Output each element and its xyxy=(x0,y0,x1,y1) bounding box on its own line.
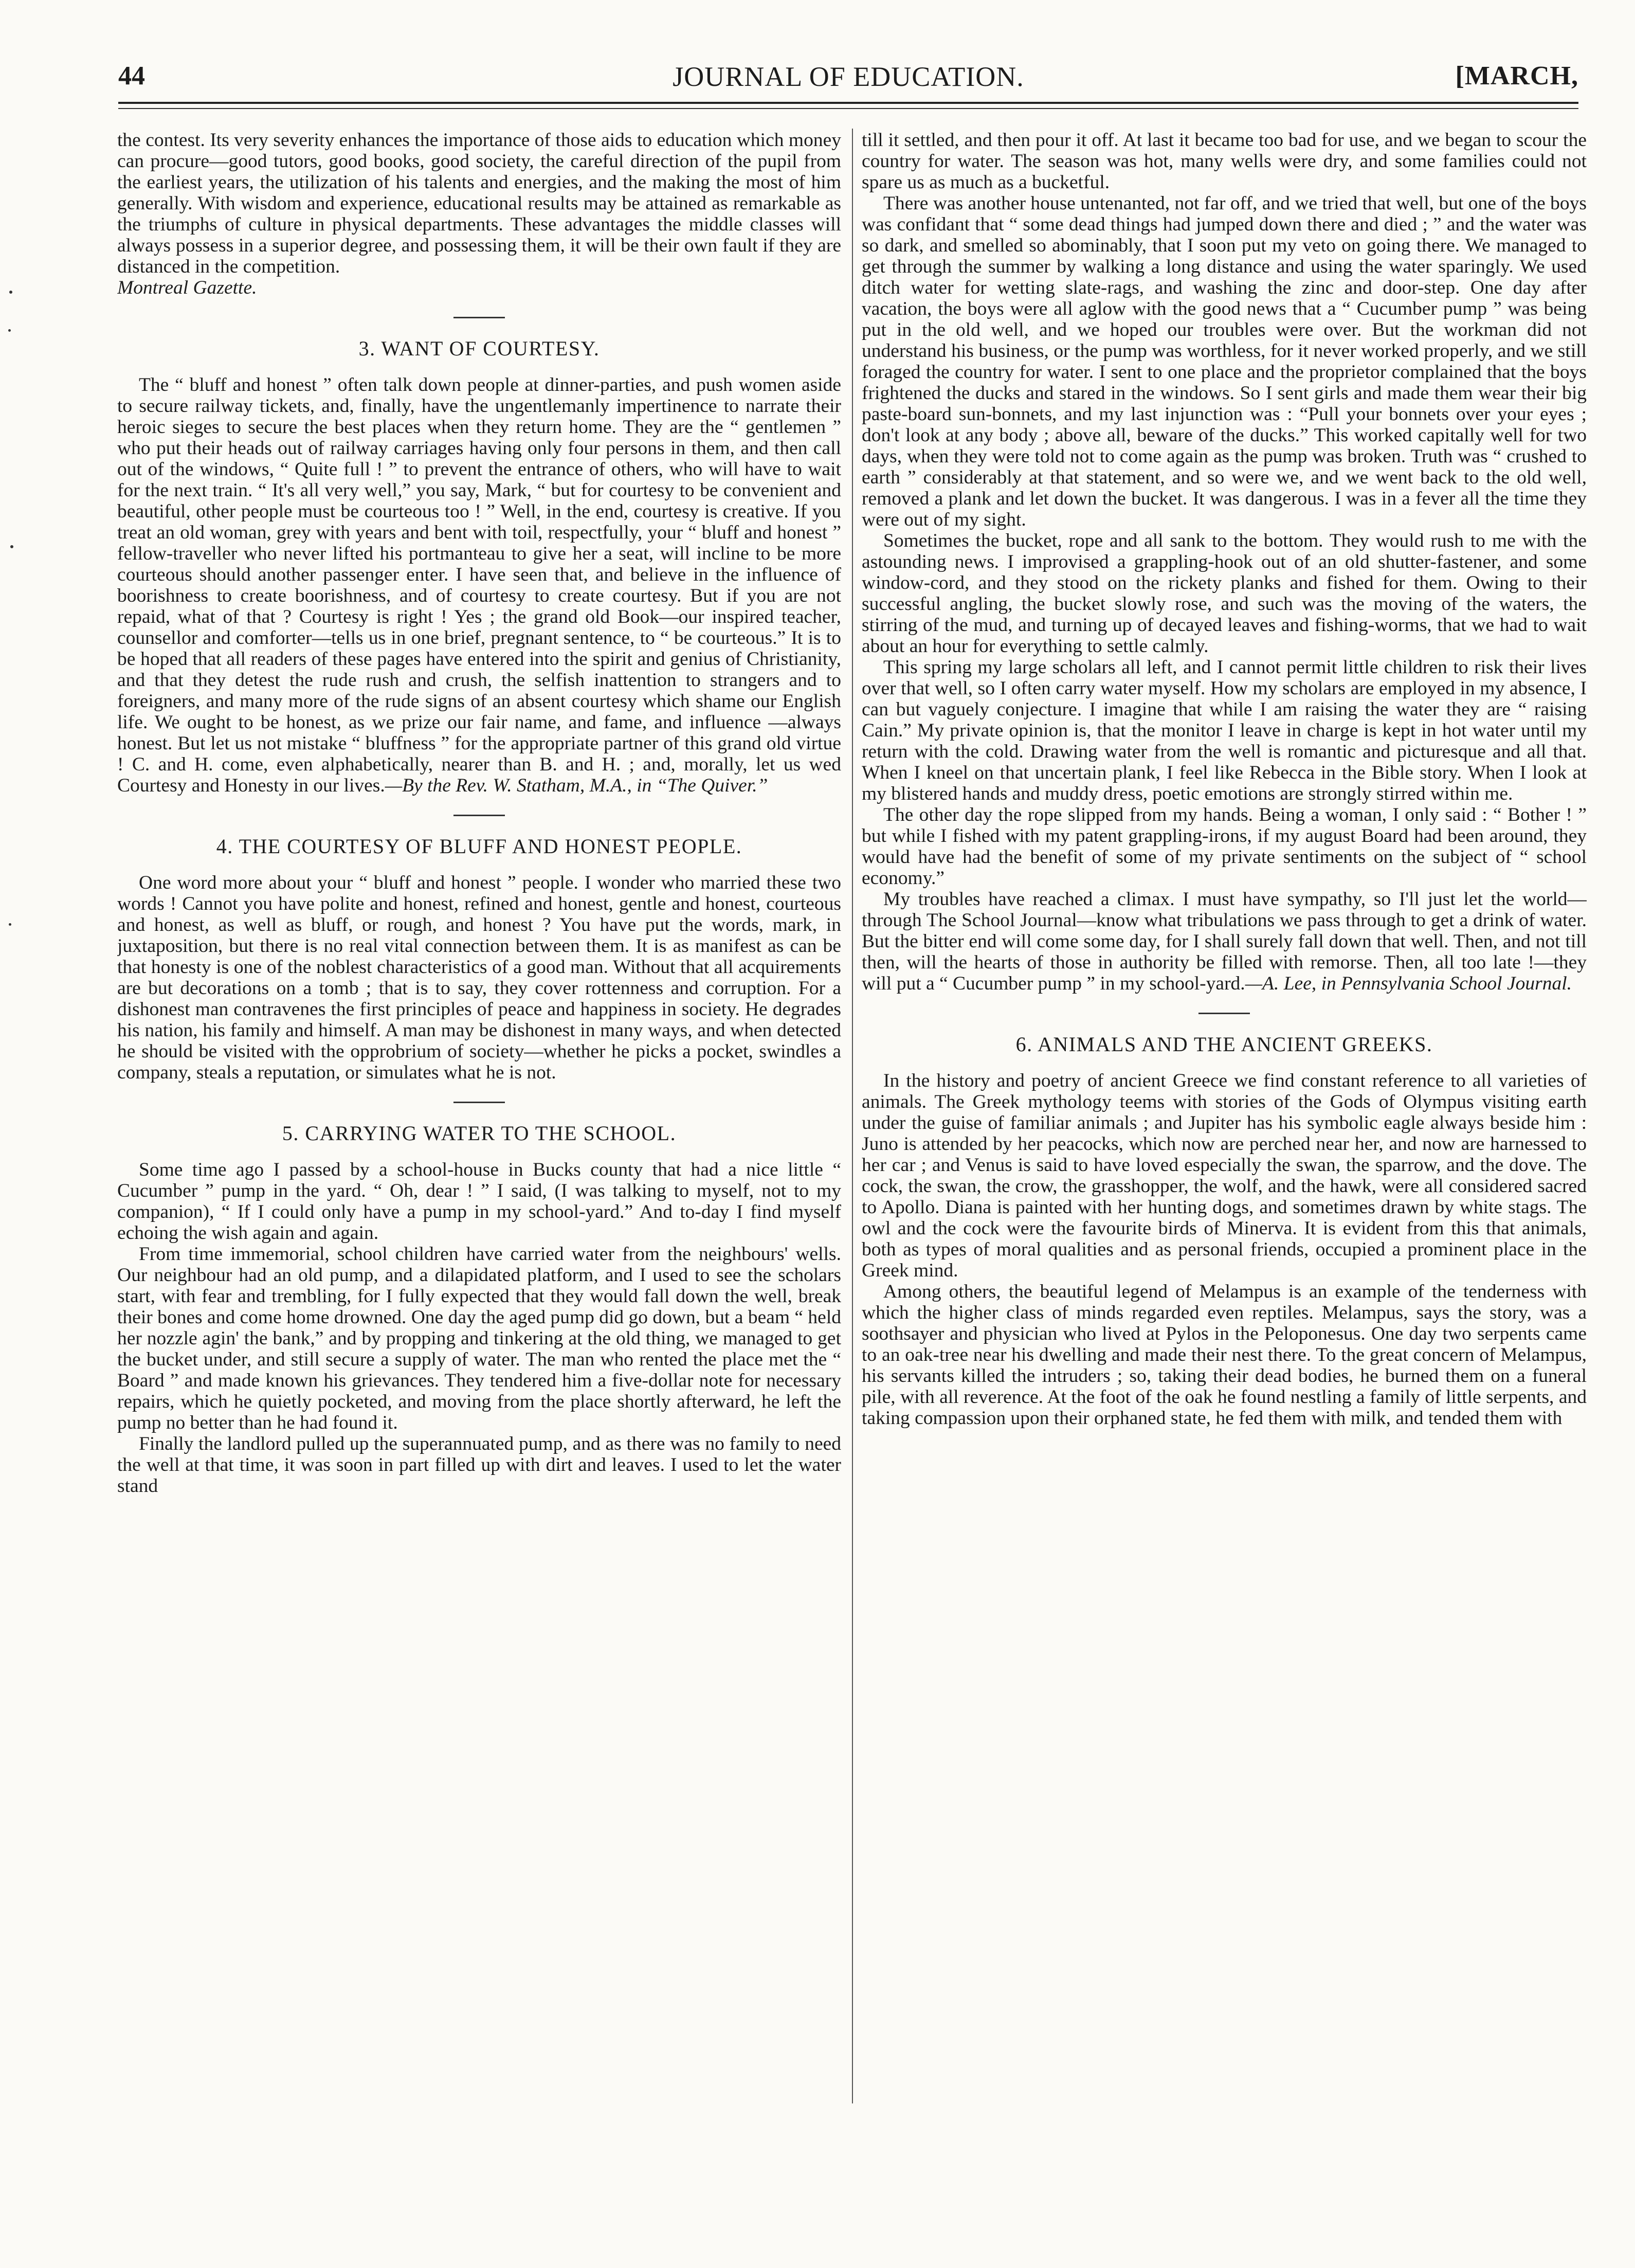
section-3-paragraph xyxy=(117,374,841,796)
header-rule-thick xyxy=(118,102,1578,104)
section-3-title: 3. WANT OF COURTESY. xyxy=(358,337,600,360)
header-rule-thin xyxy=(118,108,1578,109)
left-column xyxy=(117,130,841,2110)
climax-text: My troubles have reached a climax. I must have sympathy, so I'll just let the world—through The School Journal—know what tribulations we pass through to get a drink of water. But the bitter end will come some day, for I shall surely fall down that well. Then, and not till then, will the hearts of those in authority be filled with remorse. Then, all too late !—they will put a “ Cucumber pump ” in my school-yard. xyxy=(862,889,1587,994)
section-5-paragraph-2: From time immemorial, school children have carried water from the neighbours' wells. Our neighbour had an old pump, and a dilapidated platform, and I used to see the scholars start, with fear and trembling, for I fully expected that they would fall down the well, break their bones and come home drowned. One day the aged pump did go down, but a beam “ held her nozzle agin' the bank,” and by propping and tinkering at the old thing, we managed to get the bucket under, and still secure a supply of water. The man who rented the place met the “ Board ” and made known his grievances. They tendered him a five-dollar note for necessary repairs, which he quietly pocketed, and moving from the place shortly afterward, he left the pump no better than he had found it. xyxy=(117,1244,841,1433)
margin-speck xyxy=(9,291,12,294)
margin-speck xyxy=(8,329,11,332)
section-3-source: —By the Rev. W. Statham, M.A., in “The Quiver.” xyxy=(385,775,768,796)
section-6-paragraph-2: Among others, the beautiful legend of Melampus is an example of the tenderness with which the higher class of minds regarded even reptiles. Melampus, says the story, was a soothsayer and physician who lived at Pylos in the Peloponesus. One day two serpents came to an oak-tree near his dwelling and made their nest there. To the great concern of Melampus, his servants killed the intruders ; so, taking their dead bodies, he burned them on a funeral pile, with all reverence. At the foot of the oak he found nestling a family of little serpents, and taking compassion upon their orphaned state, he fed them with milk, and tended them with xyxy=(862,1281,1587,1429)
rope-paragraph: The other day the rope slipped from my hands. Being a woman, I only said : “ Bother ! ” but while I fished with my patent grappling-irons, if my august Board had been around, they would have had the benefit of some of my private sentiments on the subject of “ school economy.” xyxy=(862,804,1587,889)
section-rule xyxy=(453,815,505,816)
continued-paragraph: till it settled, and then pour it off. At last it became too bad for use, and we began to scour the country for water. The season was hot, many wells were dry, and some families could not spare us as much as a bucketful. xyxy=(862,130,1587,193)
intro-paragraph: the contest. Its very severity enhances the importance of those aids to education which money can procure—good tutors, good books, good society, the careful direction of the pupil from the earliest years, the utilization of his talents and energies, and the making the most of him generally. With wisdom and experience, educational results may be attained as remarkable as the triumphs of culture in physical departments. These advantages the middle classes will always possess in a superior degree, and possessing them, it will be their own fault if they are distanced in the competition. xyxy=(117,130,841,277)
column-divider xyxy=(852,129,853,2103)
section-rule xyxy=(453,317,505,318)
right-column xyxy=(862,130,1587,2110)
section-rule xyxy=(1198,1013,1250,1014)
intro-source: Montreal Gazette. xyxy=(117,277,257,298)
section-4-title: 4. THE COURTESY OF BLUFF AND HONEST PEOPLE. xyxy=(216,835,742,858)
running-month: [MARCH, xyxy=(1455,61,1578,91)
section-rule xyxy=(453,1102,505,1103)
section-6-title: 6. ANIMALS AND THE ANCIENT GREEKS. xyxy=(1015,1033,1433,1056)
section-5-paragraph-1: Some time ago I passed by a school-house in Bucks county that had a nice little “ Cucumber ” pump in the yard. “ Oh, dear ! ” I said, (I was talking to myself, not to my companion), “ If I could only have a pump in my school-yard.” And to-day I find myself echoing the wish again and again. xyxy=(117,1159,841,1244)
margin-speck xyxy=(10,545,13,548)
margin-speck xyxy=(9,923,11,926)
section-6-paragraph-1: In the history and poetry of ancient Greece we find constant reference to all varieties of animals. The Greek mythology teems with stories of the Gods of Olympus visiting earth under the guise of familiar animals ; and Jupiter has his symbolic eagle always beside him : Juno is attended by her peacocks, which now are perched near her, and now are harnessed to her car ; and Venus is said to have loved especially the swan, the sparrow, and the dove. The cock, the swan, the crow, the grasshopper, the wolf, and the hawk, were all considered sacred to Apollo. Diana is painted with her hunting dogs, and sometimes drawn by white stags. The owl and the cock were the favourite birds of Minerva. It is evident from this that animals, both as types of moral qualities and as personal friends, occupied a prominent place in the Greek mind. xyxy=(862,1070,1587,1281)
spring-paragraph: This spring my large scholars all left, and I cannot permit little children to risk their lives over that well, so I often carry water myself. How my scholars are employed in my absence, I can but vaguely conjecture. I imagine that while I am raising the water they are “ raising Cain.” My private opinion is, that the monitor I leave in charge is kept in hot water until my return with the cold. Drawing water from the well is romantic and picturesque and all that. When I kneel on that uncertain plank, I feel like Rebecca in the Bible story. When I look at my blistered hands and muddy dress, poetic emotions are strongly stirred within me. xyxy=(862,657,1587,804)
climax-source: —A. Lee, in Pennsylvania School Journal. xyxy=(1245,973,1572,994)
section-5-title: 5. CARRYING WATER TO THE SCHOOL. xyxy=(282,1122,677,1145)
journal-title: JOURNAL OF EDUCATION. xyxy=(673,61,1024,92)
page-number: 44 xyxy=(118,61,145,91)
wells-paragraph: There was another house untenanted, not far off, and we tried that well, but one of the boys was confidant that “ some dead things had jumped down there and died ; ” and the water was so dark, and smelled so abominably, that I soon put my veto on going there. We managed to get through the summer by walking a long distance and using the water sparingly. We used ditch water for wetting slate-rags, and washing the zinc and door-step. One day after vacation, the boys were all aglow with the good news that a “ Cucumber pump ” was being put in the old well, and we hoped our troubles were over. But the workman did not understand his business, or the pump was worthless, for it never worked properly, and we still foraged the country for water. I sent to one place and the proprietor complained that the boys frightened the ducks and stared in the windows. So I sent girls and made them wear their big paste-board sun-bonnets, and my last injunction was : “Pull your bonnets over your eyes ; don't look at any body ; above all, beware of the ducks.” This worked capitally well for two days, when they were told not to come again as the pump was broken. Truth was “ crushed to earth ” considerably at that statement, and so were we, and we went back to the old well, removed a plank and let down the bucket. It was dangerous. I was in a fever all the time they were out of my sight. xyxy=(862,193,1587,530)
climax-paragraph xyxy=(862,889,1587,994)
bucket-paragraph: Sometimes the bucket, rope and all sank to the bottom. They would rush to me with the astounding news. I improvised a grappling-hook out of an old shutter-fastener, and some window-cord, and they stood on the rickety planks and fished for them. Owing to their successful angling, the bucket slowly rose, and such was the moving of the waters, the stirring of the mud, and turning up of decayed leaves and fishing-worms, that we had to wait about an hour for everything to settle calmly. xyxy=(862,530,1587,657)
section-3-text: The “ bluff and honest ” often talk down people at dinner-parties, and push women aside to secure railway tickets, and, finally, have the ungentlemanly impertinence to narrate their heroic sieges to secure the best places when they return home. They are the “ gentlemen ” who put their heads out of railway carriages having only four persons in them, and then call out of the windows, “ Quite full ! ” to prevent the entrance of others, who will have to wait for the next train. “ It's all very well,” you say, Mark, “ but for courtesy to be convenient and beautiful, other people must be courteous too ! ” Well, in the end, courtesy is creative. If you treat an old woman, grey with years and bent with toil, respectfully, your “ bluff and honest ” fellow-traveller who never lifted his portmanteau to give her a seat, will incline to be more courteous should another passenger enter. I have seen that, and believe in the influence of boorishness to create boorishness, and of courtesy to create courtesy. But if you are not repaid, what of that ? Courtesy is right ! Yes ; the grand old Book—our inspired teacher, counsellor and comforter—tells us in one brief, pregnant sentence, to “ be courteous.” It is to be hoped that all readers of these pages have entered into the spirit and genius of Christianity, and that they detest the rude rush and crush, the selfish inattention to strangers and to foreigners, and many more of the rude signs of an absent courtesy which shame our English life. We ought to be honest, as we prize our fair name, and fame, and influence —always honest. But let us not mistake “ bluffness ” for the appropriate partner of this grand old virtue ! C. and H. come, even alphabetically, nearer than B. and H. ; and, morally, let us wed Courtesy and Honesty in our lives. xyxy=(117,374,841,796)
section-4-paragraph: One word more about your “ bluff and honest ” people. I wonder who married these two words ! Cannot you have polite and honest, refined and honest, gentle and honest, courteous and honest, as well as bluff, or rough, and honest ? You have put the words, mark, in juxtaposition, but there is no real vital connection between them. It is as manifest as can be that honesty is one of the noblest characteristics of a good man. Without that all acquirements are but decorations on a tomb ; that is to say, they cover rottenness and corruption. For a dishonest man contravenes the first principles of peace and happiness in society. He degrades his nation, his family and himself. A man may be dishonest in many ways, and when detected he should be visited with the opprobrium of society—whether he picks a pocket, swindles a company, steals a reputation, or simulates what he is not. xyxy=(117,872,841,1083)
section-5-paragraph-3: Finally the landlord pulled up the superannuated pump, and as there was no family to need the well at that time, it was soon in part filled up with dirt and leaves. I used to let the water stand xyxy=(117,1433,841,1497)
